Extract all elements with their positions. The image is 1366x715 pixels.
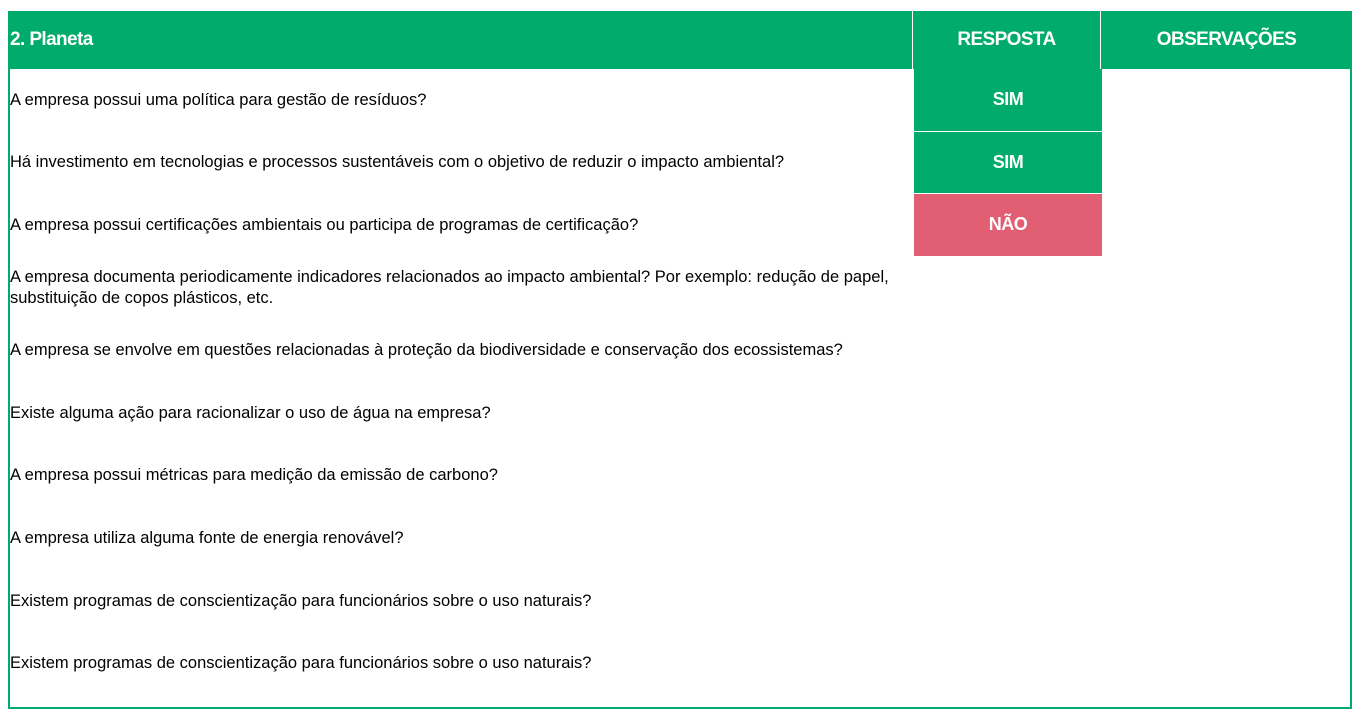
table-body	[8, 69, 1350, 695]
question-cell: A empresa se envolve em questões relacionadas à proteção da biodiversidade e conservação dos ecossistemas?	[10, 341, 843, 360]
table-row	[8, 69, 1350, 132]
notes-cell[interactable]	[1102, 319, 1350, 382]
answer-cell-empty[interactable]	[914, 257, 1102, 320]
table-row	[8, 507, 1350, 570]
notes-cell[interactable]	[1102, 257, 1350, 320]
notes-cell[interactable]	[1102, 382, 1350, 445]
question-cell: A empresa utiliza alguma fonte de energia renovável?	[10, 528, 404, 547]
notes-cell[interactable]	[1102, 570, 1350, 633]
answer-cell-empty[interactable]	[914, 507, 1102, 570]
table-row	[8, 194, 1350, 257]
notes-cell[interactable]	[1102, 445, 1350, 508]
column-header-observacoes: OBSERVAÇÕES	[1156, 29, 1297, 50]
question-cell: Há investimento em tecnologias e processos sustentáveis com o objetivo de reduzir o impacto ambiental?	[10, 153, 785, 172]
answer-cell-yes[interactable]: SIM	[914, 69, 1102, 132]
table-row	[8, 132, 1350, 195]
answer-cell-yes[interactable]: SIM	[914, 132, 1102, 195]
question-cell: A empresa possui certificações ambientais ou participa de programas de certificação?	[10, 215, 639, 234]
table-row	[8, 382, 1350, 445]
question-cell: A empresa possui métricas para medição da emissão de carbono?	[10, 466, 498, 485]
answer-cell-empty[interactable]	[914, 445, 1102, 508]
answer-cell-empty[interactable]	[914, 632, 1102, 695]
notes-cell[interactable]	[1102, 69, 1350, 132]
question-cell: A empresa possui uma política para gestão de resíduos?	[10, 90, 427, 109]
answer-cell-empty[interactable]	[914, 570, 1102, 633]
question-cell: A empresa documenta periodicamente indicadores relacionados ao impacto ambiental? Por exemplo: redução de papel, substituição de copos plásticos, etc.	[10, 268, 889, 308]
question-cell: Existem programas de conscientização para funcionários sobre o uso naturais?	[10, 654, 592, 673]
answer-cell-no[interactable]: NÃO	[914, 194, 1102, 257]
answer-cell-empty[interactable]	[914, 319, 1102, 382]
table-row	[8, 257, 1350, 320]
table-header	[8, 11, 1352, 69]
question-cell: Existe alguma ação para racionalizar o uso de água na empresa?	[10, 403, 491, 422]
table-row	[8, 632, 1350, 695]
table-row	[8, 570, 1350, 633]
planeta-questionnaire-table	[8, 11, 1352, 709]
notes-cell[interactable]	[1102, 632, 1350, 695]
table-row	[8, 445, 1350, 508]
question-cell: Existem programas de conscientização para funcionários sobre o uso naturais?	[10, 591, 592, 610]
table-row	[8, 319, 1350, 382]
section-title: 2. Planeta	[8, 11, 913, 69]
notes-cell[interactable]	[1102, 194, 1350, 257]
notes-cell[interactable]	[1102, 132, 1350, 195]
column-header-resposta: RESPOSTA	[913, 11, 1101, 69]
answer-cell-empty[interactable]	[914, 382, 1102, 445]
notes-cell[interactable]	[1102, 507, 1350, 570]
